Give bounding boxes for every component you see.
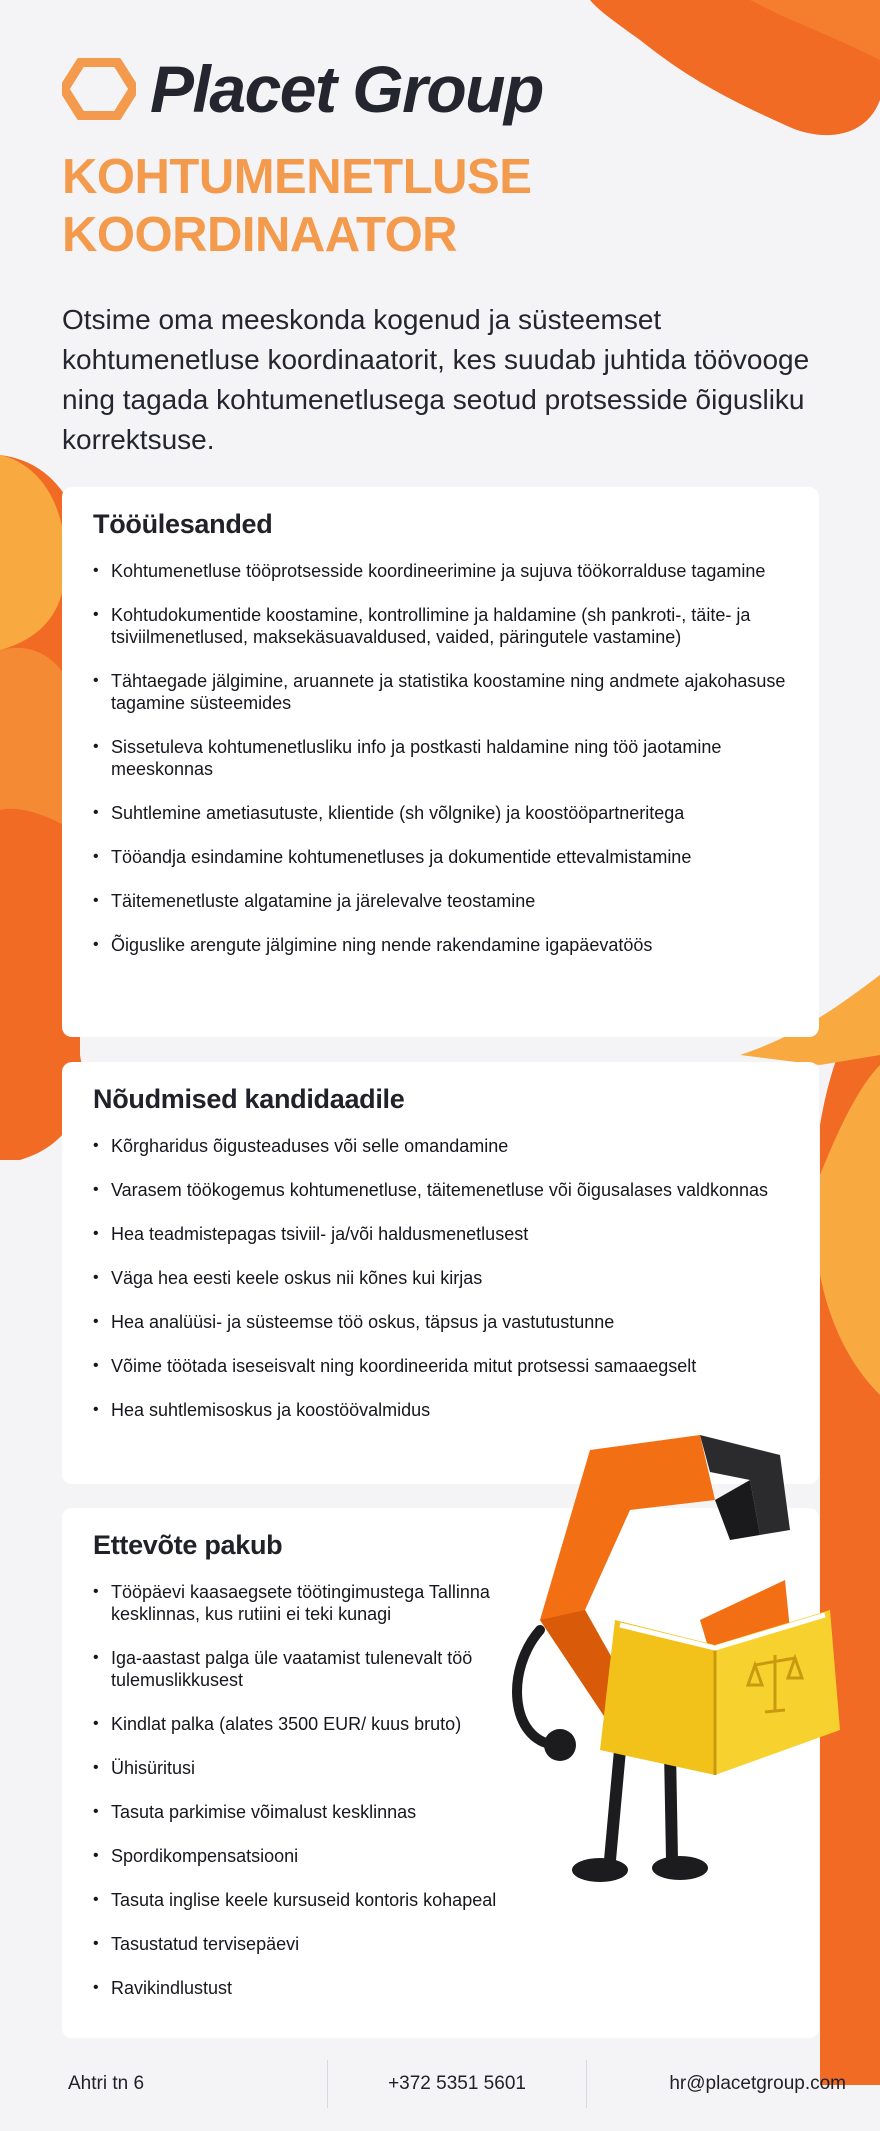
list-item: • Tasuta inglise keele kursuseid kontoris kohapeal — [93, 1889, 533, 1911]
list-item: • Kindlat palka (alates 3500 EUR/ kuus bruto) — [93, 1713, 533, 1735]
list-item: • Väga hea eesti keele oskus nii kõnes kui kirjas — [93, 1267, 789, 1289]
list-item: • Kohtudokumentide koostamine, kontrollimine ja haldamine (sh pankroti-, täite- ja tsiviilmenetlused, maksekäsuavaldused, vaided, päringutele vastamine) — [93, 604, 789, 648]
list-item: • Õiguslike arengute jälgimine ning nende rakendamine igapäevatöös — [93, 934, 789, 956]
contact-footer — [46, 2060, 846, 2108]
job-title-line-1: KOHTUMENETLUSE — [62, 150, 532, 204]
list-item: • Kohtumenetluse tööprotsesside koordineerimine ja sujuva töökorralduse tagamine — [93, 560, 789, 582]
list-item: • Tasuta parkimise võimalust kesklinnas — [93, 1801, 533, 1823]
list-item: • Ühisüritusi — [93, 1757, 533, 1779]
brand-name: Placet Group — [150, 52, 543, 126]
tasks-card — [62, 487, 819, 1037]
list-item: • Spordikompensatsiooni — [93, 1845, 533, 1867]
list-item: • Hea suhtlemisoskus ja koostöövalmidus — [93, 1399, 789, 1421]
job-title — [62, 148, 822, 264]
list-item: • Hea analüüsi- ja süsteemse töö oskus, täpsus ja vastutustunne — [93, 1311, 789, 1333]
footer-address: Ahtri tn 6 — [68, 2073, 145, 2094]
brand-logo — [62, 52, 543, 126]
list-item: • Tähtaegade jälgimine, aruannete ja statistika koostamine ning andmete ajakohasuse tagamine süsteemides — [93, 670, 789, 714]
list-item: • Tööpäevi kaasaegsete töötingimustega Tallinna kesklinnas, kus rutiini ei teki kunagi — [93, 1581, 533, 1625]
hexagon-outline-icon — [62, 58, 136, 120]
list-item: • Tasustatud tervisepäevi — [93, 1933, 533, 1955]
list-item: • Suhtlemine ametiasutuste, klientide (sh võlgnike) ja koostööpartneritega — [93, 802, 789, 824]
list-item: • Sissetuleva kohtumenetlusliku info ja postkasti haldamine ning töö jaotamine meeskonnas — [93, 736, 789, 780]
footer-phone[interactable]: +372 5351 5601 — [388, 2073, 526, 2094]
offer-heading: Ettevõte pakub — [93, 1530, 283, 1560]
list-item: • Iga-aastast palga üle vaatamist tulenevalt töö tulemuslikkusest — [93, 1647, 533, 1691]
list-item: • Tööandja esindamine kohtumenetluses ja dokumentide ettevalmistamine — [93, 846, 789, 868]
tasks-list — [93, 560, 789, 956]
list-item: • Varasem töökogemus kohtumenetluse, täitemenetluse või õigusalases valdkonnas — [93, 1179, 789, 1201]
list-item: • Kõrgharidus õigusteaduses või selle omandamine — [93, 1135, 789, 1157]
footer-email[interactable]: hr@placetgroup.com — [669, 2073, 847, 2094]
list-item: • Täitemenetluste algatamine ja järelevalve teostamine — [93, 890, 789, 912]
intro-paragraph: Otsime oma meeskonda kogenud ja süsteemset kohtumenetluse koordinaatorit, kes suudab juhtida töövooge ning tagada kohtumenetlusega seotud protsesside õigusliku korrektsuse. — [62, 304, 810, 455]
requirements-list — [93, 1135, 789, 1421]
job-title-line-2: KOORDINAATOR — [62, 208, 458, 262]
top-right-orange-blob — [580, 0, 880, 140]
list-item: • Hea teadmistepagas tsiviil- ja/või haldusmenetlusest — [93, 1223, 789, 1245]
tasks-heading: Tööülesanded — [93, 509, 273, 539]
list-item: • Võime töötada iseseisvalt ning koordineerida mitut protsessi samaaegselt — [93, 1355, 789, 1377]
requirements-heading: Nõudmised kandidaadile — [93, 1084, 405, 1114]
mascot-reading-law-book-icon — [500, 1420, 860, 1920]
list-item: • Ravikindlustust — [93, 1977, 533, 1999]
offer-list — [93, 1581, 533, 1999]
